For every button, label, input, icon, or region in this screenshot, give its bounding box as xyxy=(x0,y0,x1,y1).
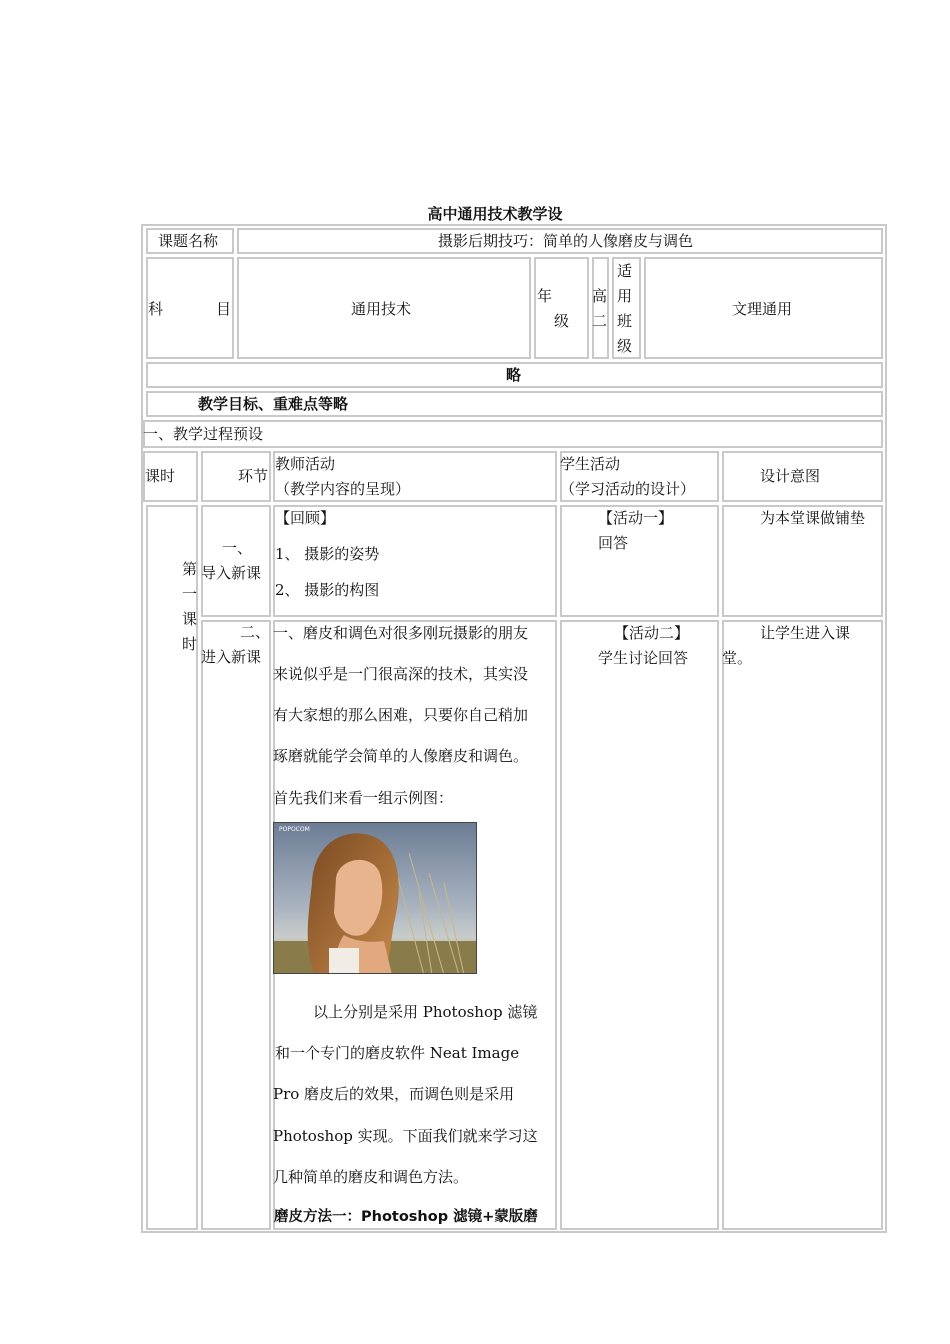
col-stage: 环节 xyxy=(238,467,269,485)
row2-teacher-top-4: 琢磨就能学会简单的人像磨皮和调色。 xyxy=(273,747,529,765)
period-label-3: 课 xyxy=(182,610,198,628)
col-student-2: （学习活动的设计） xyxy=(560,480,696,498)
row2-intent-cell xyxy=(722,620,883,1230)
method-heading: 磨皮方法一：Photoshop 滤镜+蒙版磨 xyxy=(274,1209,538,1225)
class-label-3: 班 xyxy=(617,312,633,330)
class-value: 文理通用 xyxy=(732,300,793,318)
row2-stage-1: 二、 xyxy=(240,623,271,641)
row1-teacher-2: 1、 摄影的姿势 xyxy=(275,545,380,563)
photo-watermark: POPOCOM xyxy=(279,826,310,833)
col-teacher-2: （教学内容的呈现） xyxy=(275,480,411,498)
row2-teacher-bottom-5: 几种简单的磨皮和调色方法。 xyxy=(273,1168,469,1186)
row1-stage-cell xyxy=(201,505,271,617)
grade-value-cell xyxy=(592,257,609,359)
portrait-example-photo xyxy=(273,822,477,974)
row1-stage-2: 导入新课 xyxy=(201,564,262,582)
lue-text: 略 xyxy=(506,366,522,384)
col-teacher-1: 教师活动 xyxy=(275,455,336,473)
grade-label-1: 年 xyxy=(537,287,553,305)
subject-label-2: 目 xyxy=(216,300,232,318)
row2-teacher-bottom-2: 和一个专门的磨皮软件 Neat Image xyxy=(275,1044,520,1062)
goals-text: 教学目标、重难点等略 xyxy=(198,395,349,413)
col-intent: 设计意图 xyxy=(760,467,821,485)
document-title: 高中通用技术教学设 xyxy=(427,205,563,223)
class-label-2: 用 xyxy=(617,287,633,305)
grade-label-2: 级 xyxy=(554,312,570,330)
row2-teacher-top-2: 来说似乎是一门很高深的技术，其实没 xyxy=(273,665,529,683)
period-label-2: 一 xyxy=(182,585,198,603)
process-heading: 一、教学过程预设 xyxy=(143,425,264,443)
row1-stage-1: 一、 xyxy=(222,539,253,557)
row2-teacher-top-1: 一、磨皮和调色对很多刚玩摄影的朋友 xyxy=(273,624,529,642)
row2-student-cell xyxy=(560,620,719,1230)
row2-teacher-top-5: 首先我们来看一组示例图： xyxy=(273,789,454,807)
course-value: 摄影后期技巧：简单的人像磨皮与调色 xyxy=(438,232,694,250)
course-label: 课题名称 xyxy=(158,232,219,250)
row1-teacher-3: 2、 摄影的构图 xyxy=(275,581,380,599)
row2-stage-2: 进入新课 xyxy=(201,648,262,666)
row1-teacher-1: 【回顾】 xyxy=(275,509,336,527)
row2-student-2: 学生讨论回答 xyxy=(598,649,689,667)
row2-teacher-bottom-4: Photoshop 实现。下面我们就来学习这 xyxy=(273,1127,538,1145)
class-label-1: 适 xyxy=(617,262,633,280)
row2-teacher-bottom-3: Pro 磨皮后的效果，而调色则是采用 xyxy=(273,1085,515,1103)
period-label-4: 时 xyxy=(182,635,198,653)
grade-value-2: 二 xyxy=(592,312,608,330)
col-period: 课时 xyxy=(145,467,176,485)
row2-stage-cell xyxy=(201,620,271,1230)
row2-intent-1: 让学生进入课 xyxy=(760,624,851,642)
period-label-1: 第 xyxy=(182,560,198,578)
subject-value: 通用技术 xyxy=(351,300,412,318)
row1-student-1: 【活动一】 xyxy=(598,509,674,527)
class-label-4: 级 xyxy=(617,337,633,355)
row1-intent: 为本堂课做铺垫 xyxy=(760,509,866,527)
row1-student-2: 回答 xyxy=(598,534,629,552)
row2-teacher-bottom-1: 以上分别是采用 Photoshop 滤镜 xyxy=(313,1003,538,1021)
grade-value-1: 高 xyxy=(592,287,608,305)
row2-intent-2: 堂。 xyxy=(722,649,753,667)
col-student-1: 学生活动 xyxy=(560,455,621,473)
row2-student-1: 【活动二】 xyxy=(614,624,690,642)
row2-teacher-top-3: 有大家想的那么困难，只要你自己稍加 xyxy=(273,706,529,724)
grade-label-cell xyxy=(534,257,589,359)
subject-label-1: 科 xyxy=(148,300,164,318)
